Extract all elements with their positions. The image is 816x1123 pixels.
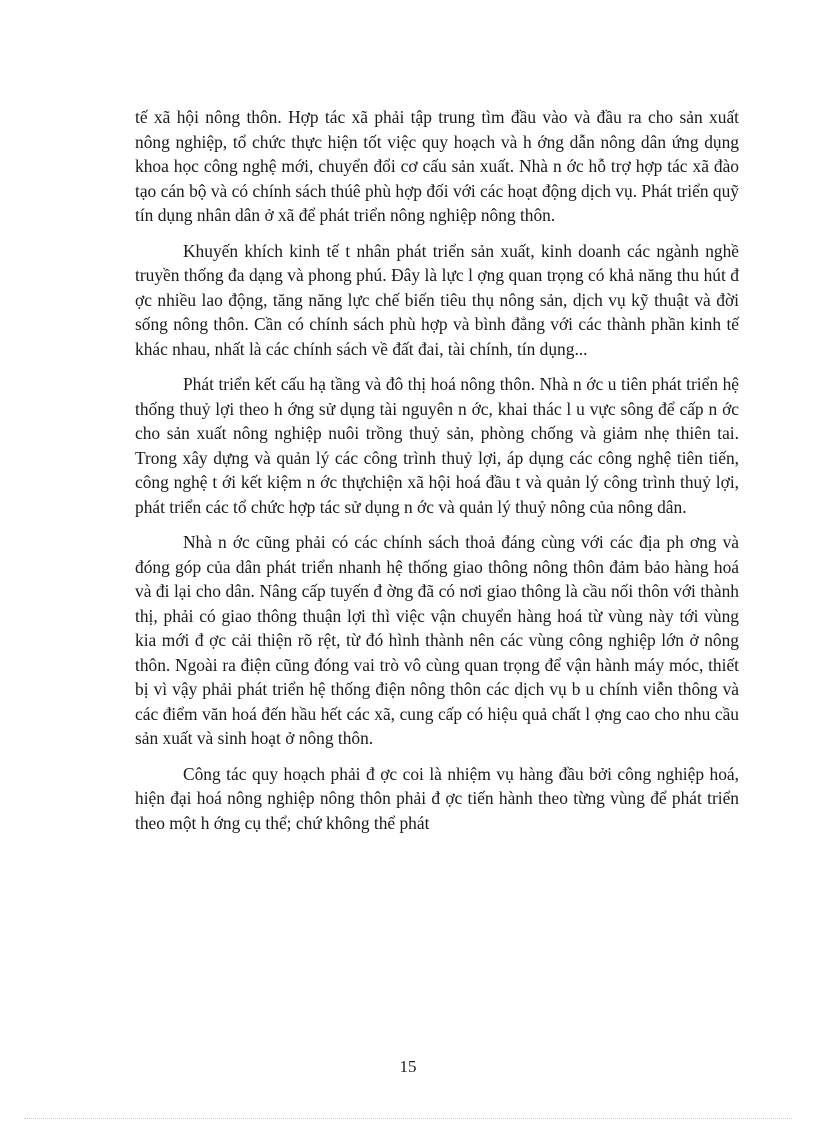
paragraph-5: Công tác quy hoạch phải đ ợc coi là nhiệm vụ hàng đầu bởi công nghiệp hoá, hiện đại hoá nông nghiệp nông thôn phải đ ợc tiến hành theo từng vùng để phát triển theo một h ớng cụ thể; chứ không thể phát xyxy=(135,763,739,833)
body-text xyxy=(135,105,739,846)
paragraph-4: Nhà n ớc cũng phải có các chính sách thoả đáng cùng với các địa ph ơng và đóng góp của dân phát triển nhanh hệ thống giao thông nông thôn đảm bảo hàng hoá và đi lại cho dân. Nâng cấp tuyến đ ờng đã có nơi giao thông là cầu nối thôn với thành thị, phải có giao thông thuận lợi thì việc vận chuyển hàng hoá từ vùng này tới vùng kia mới đ ợc cải thiện rõ rệt, từ đó hình thành nên các vùng công nghiệp lớn ở nông thôn. Ngoài ra điện cũng đóng vai trò vô cùng quan trọng để vận hành máy móc, thiết bị vì vậy phải phát triển hệ thống điện nông thôn các dịch vụ b u chính viễn thông và các điểm văn hoá đến hầu hết các xã, cung cấp có hiệu quả chất l ợng cao cho nhu cầu sản xuất và sinh hoạt ở nông thôn. xyxy=(135,532,739,748)
paragraph-2: Khuyến khích kinh tế t nhân phát triển sản xuất, kinh doanh các ngành nghề truyền thống đa dạng và phong phú. Đây là lực l ợng quan trọng có khả năng thu hút đ ợc nhiều lao động, tăng năng lực chế biến tiêu thụ nông sản, dịch vụ kỹ thuật và đời sống nông thôn. Cần có chính sách phù hợp và bình đẳng với các thành phần kinh tế khác nhau, nhất là các chính sách về đất đai, tài chính, tín dụng... xyxy=(135,240,739,359)
paragraph-1: tế xã hội nông thôn. Hợp tác xã phải tập trung tìm đầu vào và đầu ra cho sản xuất nông nghiệp, tổ chức thực hiện tốt việc quy hoạch và h ớng dẫn nông dân ứng dụng khoa học công nghệ mới, chuyển đổi cơ cấu sản xuất. Nhà n ớc hỗ trợ hợp tác xã đào tạo cán bộ và có chính sách thúê phù hợp đối với các hoạt động dịch vụ. Phát triển quỹ tín dụng nhân dân ở xã để phát triển nông nghiệp nông thôn. xyxy=(135,107,739,225)
paragraph-3: Phát triển kết cấu hạ tầng và đô thị hoá nông thôn. Nhà n ớc u tiên phát triển hệ thống thuỷ lợi theo h ớng sử dụng tài nguyên n ớc, khai thác l u vực sông để cấp n ớc cho sản xuất nông nghiệp nuôi trồng thuỷ sản, phòng chống và giảm nhẹ thiên tai. Trong xây dựng và quản lý các công trình thuỷ lợi, áp dụng các công nghệ tiên tiến, công nghệ t ới kết kiệm n ớc thựchiện xã hội hoá đầu t và quản lý công trình thuỷ lợi, phát triển các tổ chức hợp tác sử dụng n ớc và quản lý thuỷ nông của nông dân. xyxy=(135,374,739,517)
page-number: 15 xyxy=(399,1057,417,1076)
page-bottom-divider xyxy=(24,1118,792,1119)
